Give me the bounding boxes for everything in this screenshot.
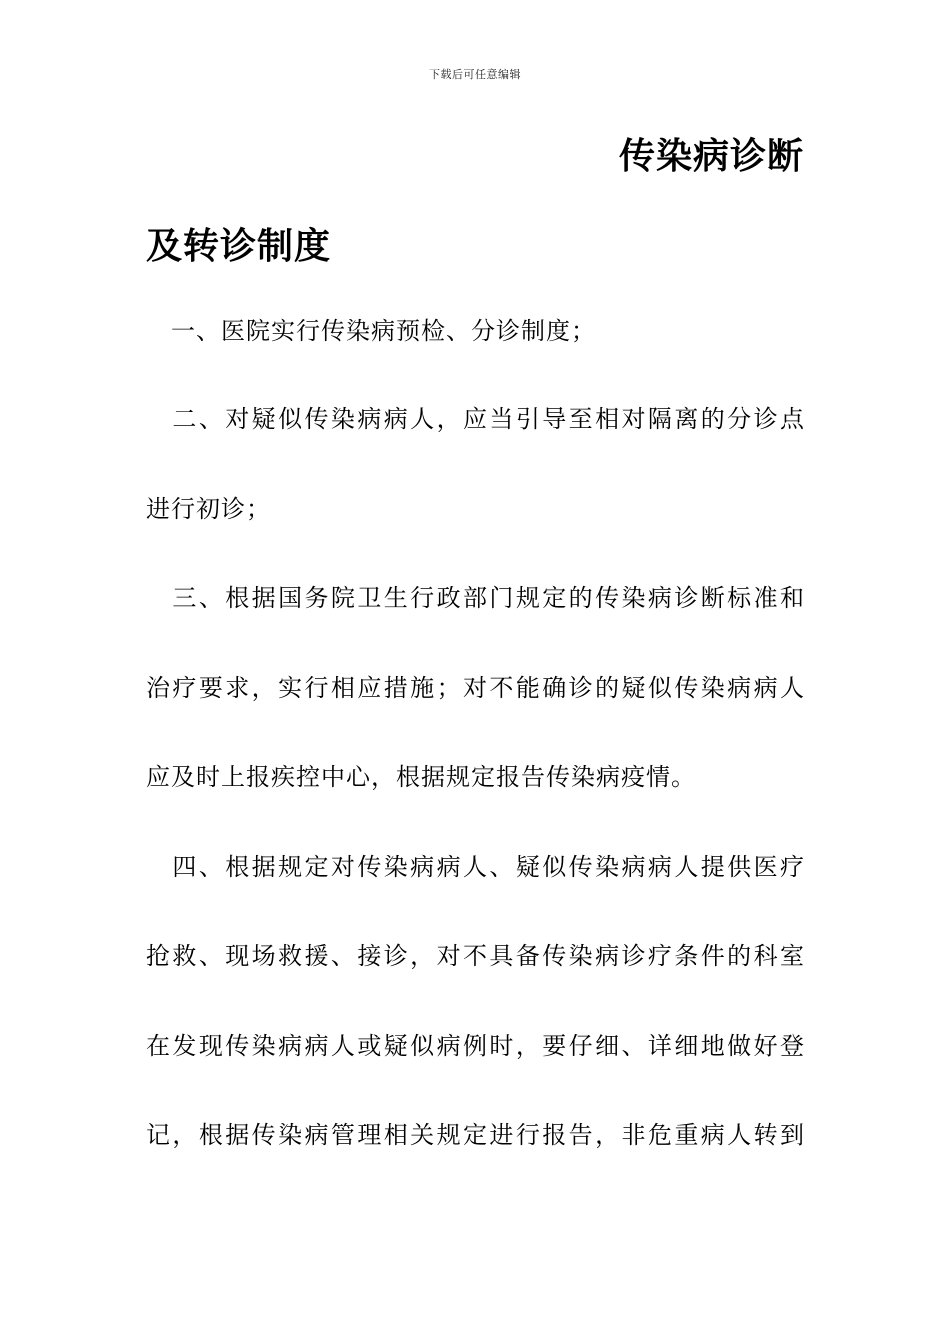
paragraph-2-line-1: 二、对疑似传染病病人，应当引导至相对隔离的分诊点 [146,405,804,433]
paragraph-4-line-1: 四、根据规定对传染病病人、疑似传染病病人提供医疗 [146,853,804,881]
paragraph-3-line-1: 三、根据国务院卫生行政部门规定的传染病诊断标准和 [146,584,804,612]
paragraph-4-line-2: 抢救、现场救援、接诊，对不具备传染病诊疗条件的科室 [146,942,804,970]
paragraph-3-line-3: 应及时上报疾控中心，根据规定报告传染病疫情。 [146,763,696,791]
document-title-line-1: 传染病诊断 [618,136,804,177]
document-title-line-2: 及转诊制度 [146,226,332,267]
paragraph-3-line-2: 治疗要求，实行相应措施；对不能确诊的疑似传染病病人 [146,674,804,702]
paragraph-1-line-1: 一、医院实行传染病预检、分诊制度； [146,317,596,345]
header-note: 下载后可任意编辑 [429,68,521,81]
paragraph-4-line-3: 在发现传染病病人或疑似病例时，要仔细、详细地做好登 [146,1032,804,1060]
paragraph-2-line-2: 进行初诊； [146,495,271,523]
paragraph-4-line-4: 记，根据传染病管理相关规定进行报告，非危重病人转到 [146,1121,804,1149]
